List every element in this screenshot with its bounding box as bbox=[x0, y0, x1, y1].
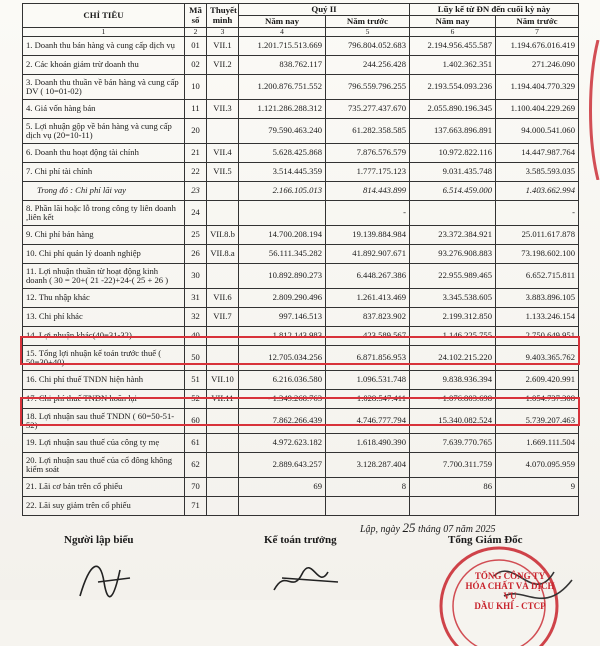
row-luyke-namtruoc: 1.194.404.770.329 bbox=[496, 75, 579, 100]
row-label: 15. Tổng lợi nhuận kế toán trước thuế ( 50=30+40) bbox=[23, 346, 185, 371]
row-luyke-namnay: 9.838.936.394 bbox=[410, 371, 496, 390]
row-quy-namnay: 6.216.036.580 bbox=[239, 371, 326, 390]
row-luyke-namtruoc: 1.133.246.154 bbox=[496, 308, 579, 327]
row-quy-namnay: 69 bbox=[239, 478, 326, 497]
index-cell: 7 bbox=[496, 28, 579, 37]
row-luyke-namnay: 7.639.770.765 bbox=[410, 434, 496, 453]
table-row bbox=[23, 264, 579, 289]
row-quy-namtruoc: 244.256.428 bbox=[326, 56, 410, 75]
row-label: 18. Lợi nhuận sau thuế TNDN ( 60=50-51-52) bbox=[23, 409, 185, 434]
row-quy-namnay: 14.700.208.194 bbox=[239, 226, 326, 245]
row-thuyetminh bbox=[207, 75, 239, 100]
index-cell: 6 bbox=[410, 28, 496, 37]
accountant-signature bbox=[268, 560, 348, 600]
header-row-1 bbox=[23, 4, 579, 16]
row-quy-namtruoc: 796.804.052.683 bbox=[326, 37, 410, 56]
row-thuyetminh: VII.4 bbox=[207, 144, 239, 163]
row-luyke-namtruoc: 6.652.715.811 bbox=[496, 264, 579, 289]
row-luyke-namtruoc: 1.054.737.308 bbox=[496, 390, 579, 409]
row-luyke-namtruoc: 2.609.420.991 bbox=[496, 371, 579, 390]
row-maso: 24 bbox=[185, 201, 207, 226]
accountant-label: Kế toán trưởng bbox=[264, 534, 337, 546]
row-luyke-namtruoc: 3.883.896.105 bbox=[496, 289, 579, 308]
row-maso: 31 bbox=[185, 289, 207, 308]
row-quy-namnay: 7.862.266.439 bbox=[239, 409, 326, 434]
stamp-line-2: HÓA CHẤT VÀ DỊCH VỤ bbox=[465, 580, 555, 601]
row-thuyetminh bbox=[207, 264, 239, 289]
row-maso: 51 bbox=[185, 371, 207, 390]
row-quy-namtruoc: - bbox=[326, 201, 410, 226]
table-row bbox=[23, 226, 579, 245]
row-quy-namnay: - 1.349.268.763 bbox=[239, 390, 326, 409]
header-q-namnay: Năm nay bbox=[239, 16, 326, 28]
row-quy-namtruoc: 41.892.907.671 bbox=[326, 245, 410, 264]
row-luyke-namnay: 2.055.890.196.345 bbox=[410, 100, 496, 119]
row-luyke-namtruoc: 9 bbox=[496, 478, 579, 497]
row-label: Trong đó : Chi phí lãi vay bbox=[23, 182, 185, 201]
row-quy-namtruoc: 1.261.413.469 bbox=[326, 289, 410, 308]
row-maso: 22 bbox=[185, 163, 207, 182]
table-row bbox=[23, 371, 579, 390]
table-row bbox=[23, 119, 579, 144]
row-quy-namnay: 79.590.463.240 bbox=[239, 119, 326, 144]
table-row bbox=[23, 56, 579, 75]
row-label: 19. Lợi nhuận sau thuế của công ty mẹ bbox=[23, 434, 185, 453]
row-maso: 11 bbox=[185, 100, 207, 119]
edge-stamp bbox=[584, 40, 600, 180]
row-label: 11. Lợi nhuận thuần từ hoạt động kinh doanh ( 30 = 20+( 21 -22)+24-( 25 + 26 ) bbox=[23, 264, 185, 289]
row-luyke-namtruoc: - bbox=[496, 201, 579, 226]
row-thuyetminh bbox=[207, 434, 239, 453]
row-luyke-namnay: 9.031.435.748 bbox=[410, 163, 496, 182]
row-luyke-namtruoc: 2.750.649.951 bbox=[496, 327, 579, 346]
header-chitieu: CHỈ TIÊU bbox=[23, 4, 185, 28]
row-label: 4. Giá vốn hàng bán bbox=[23, 100, 185, 119]
row-quy-namtruoc: 796.559.796.255 bbox=[326, 75, 410, 100]
row-quy-namtruoc: 8 bbox=[326, 478, 410, 497]
row-thuyetminh: VII.6 bbox=[207, 289, 239, 308]
row-quy-namtruoc: 1.028.547.411 bbox=[326, 390, 410, 409]
row-luyke-namnay: 24.102.215.220 bbox=[410, 346, 496, 371]
row-thuyetminh: VII.2 bbox=[207, 56, 239, 75]
index-cell: 2 bbox=[185, 28, 207, 37]
header-luyke: Lũy kế từ ĐN đến cuối kỳ này bbox=[410, 4, 579, 16]
table-row bbox=[23, 478, 579, 497]
row-maso: 40 bbox=[185, 327, 207, 346]
row-quy-namtruoc: 6.871.856.953 bbox=[326, 346, 410, 371]
row-quy-namtruoc: 423.589.567 bbox=[326, 327, 410, 346]
row-quy-namtruoc: 6.448.267.386 bbox=[326, 264, 410, 289]
row-luyke-namnay: 15.340.082.524 bbox=[410, 409, 496, 434]
index-row bbox=[23, 28, 579, 37]
row-maso: 26 bbox=[185, 245, 207, 264]
index-cell: 1 bbox=[23, 28, 185, 37]
row-thuyetminh: VII.1 bbox=[207, 37, 239, 56]
row-maso: 32 bbox=[185, 308, 207, 327]
row-maso: 23 bbox=[185, 182, 207, 201]
row-quy-namnay: 3.514.445.359 bbox=[239, 163, 326, 182]
table-row bbox=[23, 289, 579, 308]
row-quy-namnay: 12.705.034.256 bbox=[239, 346, 326, 371]
row-quy-namnay: 2.166.105.013 bbox=[239, 182, 326, 201]
row-thuyetminh: VII.3 bbox=[207, 100, 239, 119]
row-luyke-namnay: 23.372.384.921 bbox=[410, 226, 496, 245]
row-luyke-namtruoc: 4.070.095.959 bbox=[496, 453, 579, 478]
row-quy-namnay: 2.889.643.257 bbox=[239, 453, 326, 478]
stamp-line-1: TỔNG CÔNG TY bbox=[474, 571, 546, 581]
row-luyke-namtruoc: 271.246.090 bbox=[496, 56, 579, 75]
row-quy-namnay: 838.762.117 bbox=[239, 56, 326, 75]
row-label: 6. Doanh thu hoạt động tài chính bbox=[23, 144, 185, 163]
row-thuyetminh: VII.8.a bbox=[207, 245, 239, 264]
row-maso: 02 bbox=[185, 56, 207, 75]
preparer-signature bbox=[70, 552, 140, 600]
row-label: 17. Chi phí thuế TNDN hoãn lại bbox=[23, 390, 185, 409]
row-quy-namnay bbox=[239, 497, 326, 516]
row-thuyetminh: VII.10 bbox=[207, 371, 239, 390]
row-label: 21. Lãi cơ bản trên cổ phiếu bbox=[23, 478, 185, 497]
row-luyke-namtruoc: 1.100.404.229.269 bbox=[496, 100, 579, 119]
index-cell: 3 bbox=[207, 28, 239, 37]
row-label: 7. Chi phí tài chính bbox=[23, 163, 185, 182]
table-row bbox=[23, 346, 579, 371]
table-row bbox=[23, 37, 579, 56]
row-thuyetminh: VII.11 bbox=[207, 390, 239, 409]
row-luyke-namnay: 3.345.538.605 bbox=[410, 289, 496, 308]
header-lk-namnay: Năm nay bbox=[410, 16, 496, 28]
row-quy-namnay: 1.121.286.288.312 bbox=[239, 100, 326, 119]
row-quy-namnay: 1.200.876.751.552 bbox=[239, 75, 326, 100]
row-luyke-namnay bbox=[410, 497, 496, 516]
director-label: Tổng Giám Đốc bbox=[448, 534, 523, 546]
row-quy-namtruoc: 7.876.576.579 bbox=[326, 144, 410, 163]
row-quy-namtruoc: 814.443.899 bbox=[326, 182, 410, 201]
preparer-label: Người lập biểu bbox=[64, 534, 134, 546]
row-label: 5. Lợi nhuận gộp về bán hàng và cung cấp dịch vụ (20=10-11) bbox=[23, 119, 185, 144]
row-quy-namtruoc: 61.282.358.585 bbox=[326, 119, 410, 144]
row-luyke-namnay: 2.194.956.455.587 bbox=[410, 37, 496, 56]
table-row bbox=[23, 409, 579, 434]
header-quy: Quý II bbox=[239, 4, 410, 16]
row-quy-namnay: 2.809.290.496 bbox=[239, 289, 326, 308]
row-label: 16. Chi phí thuế TNDN hiện hành bbox=[23, 371, 185, 390]
row-luyke-namnay: 1.402.362.351 bbox=[410, 56, 496, 75]
table-row bbox=[23, 201, 579, 226]
row-quy-namtruoc bbox=[326, 497, 410, 516]
row-luyke-namtruoc: 1.194.676.016.419 bbox=[496, 37, 579, 56]
row-maso: 10 bbox=[185, 75, 207, 100]
income-statement-table bbox=[22, 3, 579, 516]
row-luyke-namnay: 7.700.311.759 bbox=[410, 453, 496, 478]
table-row bbox=[23, 390, 579, 409]
header-thuyetminh: Thuyết minh bbox=[207, 4, 239, 28]
row-maso: 01 bbox=[185, 37, 207, 56]
row-luyke-namnay: 1.146.225.755 bbox=[410, 327, 496, 346]
row-label: 22. Lãi suy giảm trên cổ phiếu bbox=[23, 497, 185, 516]
row-label: 9. Chi phí bán hàng bbox=[23, 226, 185, 245]
row-maso: 71 bbox=[185, 497, 207, 516]
row-luyke-namtruoc: 14.447.987.764 bbox=[496, 144, 579, 163]
table-row bbox=[23, 245, 579, 264]
row-label: 3. Doanh thu thuần về bán hàng và cung cấp DV ( 10=01-02) bbox=[23, 75, 185, 100]
row-maso: 70 bbox=[185, 478, 207, 497]
row-thuyetminh bbox=[207, 201, 239, 226]
table-row bbox=[23, 163, 579, 182]
row-luyke-namnay: 10.972.822.116 bbox=[410, 144, 496, 163]
row-thuyetminh: VII.7 bbox=[207, 308, 239, 327]
row-maso: 25 bbox=[185, 226, 207, 245]
row-quy-namnay: 56.111.345.282 bbox=[239, 245, 326, 264]
row-quy-namtruoc: 1.618.490.390 bbox=[326, 434, 410, 453]
row-label: 10. Chi phí quản lý doanh nghiệp bbox=[23, 245, 185, 264]
table-row bbox=[23, 327, 579, 346]
row-maso: 60 bbox=[185, 409, 207, 434]
date-suffix: tháng 07 năm 2025 bbox=[418, 524, 496, 535]
row-quy-namtruoc: 3.128.287.404 bbox=[326, 453, 410, 478]
table-row bbox=[23, 308, 579, 327]
row-label: 2. Các khoản giảm trừ doanh thu bbox=[23, 56, 185, 75]
row-luyke-namnay: 22.955.989.465 bbox=[410, 264, 496, 289]
header-maso: Mã số bbox=[185, 4, 207, 28]
row-luyke-namtruoc: 73.198.602.100 bbox=[496, 245, 579, 264]
row-thuyetminh bbox=[207, 182, 239, 201]
row-maso: 50 bbox=[185, 346, 207, 371]
signature-block bbox=[0, 520, 600, 611]
table-row bbox=[23, 75, 579, 100]
row-quy-namnay: 5.628.425.868 bbox=[239, 144, 326, 163]
table-row bbox=[23, 497, 579, 516]
row-label: 8. Phần lãi hoặc lỗ trong công ty liên doanh ,liên kết bbox=[23, 201, 185, 226]
row-thuyetminh bbox=[207, 409, 239, 434]
row-thuyetminh: VII.5 bbox=[207, 163, 239, 182]
row-quy-namtruoc: 1.096.531.748 bbox=[326, 371, 410, 390]
table-row bbox=[23, 182, 579, 201]
row-maso: 62 bbox=[185, 453, 207, 478]
row-luyke-namnay: - 1.076.803.698 bbox=[410, 390, 496, 409]
row-luyke-namtruoc: 25.011.617.878 bbox=[496, 226, 579, 245]
row-luyke-namnay: 2.193.554.093.236 bbox=[410, 75, 496, 100]
index-cell: 5 bbox=[326, 28, 410, 37]
row-label: 1. Doanh thu bán hàng và cung cấp dịch vụ bbox=[23, 37, 185, 56]
row-thuyetminh bbox=[207, 478, 239, 497]
row-luyke-namtruoc: 5.739.207.463 bbox=[496, 409, 579, 434]
row-luyke-namtruoc: 1.403.662.994 bbox=[496, 182, 579, 201]
row-quy-namtruoc: 735.277.437.670 bbox=[326, 100, 410, 119]
date-day: 25 bbox=[402, 520, 416, 535]
index-cell: 4 bbox=[239, 28, 326, 37]
row-luyke-namtruoc bbox=[496, 497, 579, 516]
row-luyke-namtruoc: 9.403.365.762 bbox=[496, 346, 579, 371]
row-maso: 30 bbox=[185, 264, 207, 289]
row-luyke-namtruoc: 3.585.593.035 bbox=[496, 163, 579, 182]
row-luyke-namtruoc: 1.669.111.504 bbox=[496, 434, 579, 453]
row-thuyetminh bbox=[207, 497, 239, 516]
row-label: 12. Thu nhập khác bbox=[23, 289, 185, 308]
row-luyke-namnay: 86 bbox=[410, 478, 496, 497]
row-thuyetminh: VII.8.b bbox=[207, 226, 239, 245]
row-luyke-namnay bbox=[410, 201, 496, 226]
table-row bbox=[23, 144, 579, 163]
row-label: 13. Chi phí khác bbox=[23, 308, 185, 327]
row-thuyetminh bbox=[207, 346, 239, 371]
table-row bbox=[23, 453, 579, 478]
date-prefix: Lập, ngày bbox=[360, 524, 400, 535]
row-luyke-namnay: 2.199.312.850 bbox=[410, 308, 496, 327]
row-maso: 21 bbox=[185, 144, 207, 163]
row-maso: 61 bbox=[185, 434, 207, 453]
row-luyke-namnay: 137.663.896.891 bbox=[410, 119, 496, 144]
row-quy-namnay: 10.892.890.273 bbox=[239, 264, 326, 289]
table-row bbox=[23, 100, 579, 119]
row-luyke-namnay: 93.276.908.883 bbox=[410, 245, 496, 264]
row-thuyetminh bbox=[207, 327, 239, 346]
row-quy-namnay: 997.146.513 bbox=[239, 308, 326, 327]
row-label: 20. Lợi nhuận sau thuế của cổ đông không kiểm soát bbox=[23, 453, 185, 478]
row-quy-namtruoc: 837.823.902 bbox=[326, 308, 410, 327]
row-quy-namtruoc: 4.746.777.794 bbox=[326, 409, 410, 434]
row-quy-namtruoc: 19.139.884.984 bbox=[326, 226, 410, 245]
row-luyke-namnay: 6.514.459.000 bbox=[410, 182, 496, 201]
header-lk-namtruoc: Năm trước bbox=[496, 16, 579, 28]
stamp-text bbox=[460, 572, 560, 612]
row-quy-namnay: 4.972.623.182 bbox=[239, 434, 326, 453]
row-quy-namnay bbox=[239, 201, 326, 226]
row-thuyetminh bbox=[207, 119, 239, 144]
header-q-namtruoc: Năm trước bbox=[326, 16, 410, 28]
row-quy-namnay: 1.201.715.513.669 bbox=[239, 37, 326, 56]
row-quy-namtruoc: 1.777.175.123 bbox=[326, 163, 410, 182]
stamp-line-3: DẦU KHÍ - CTCP bbox=[474, 600, 546, 611]
row-luyke-namtruoc: 94.000.541.060 bbox=[496, 119, 579, 144]
row-quy-namnay: 1.812.143.983 bbox=[239, 327, 326, 346]
row-maso: 20 bbox=[185, 119, 207, 144]
row-thuyetminh bbox=[207, 453, 239, 478]
row-maso: 52 bbox=[185, 390, 207, 409]
row-label: 14. Lợi nhuận khác(40=31-32) bbox=[23, 327, 185, 346]
table-row bbox=[23, 434, 579, 453]
